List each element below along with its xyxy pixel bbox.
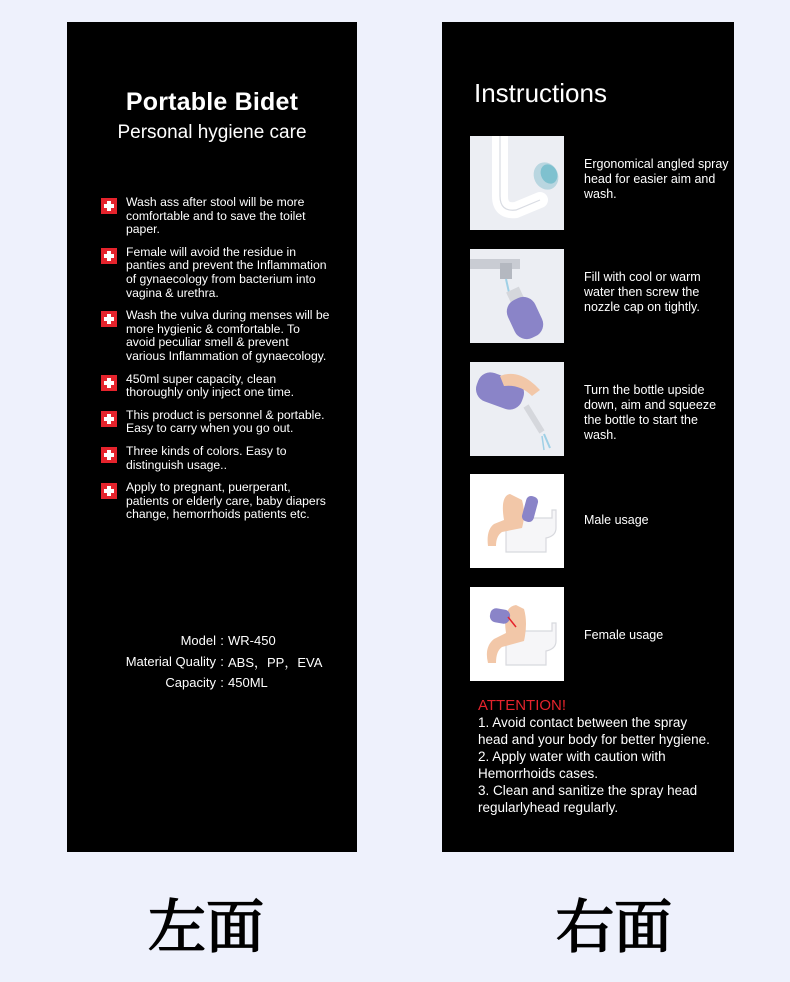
feature-item — [101, 481, 331, 522]
feature-item — [101, 409, 331, 436]
attention-title: ATTENTION! — [478, 697, 567, 714]
feature-text: Wash the vulva during menses will be more hygienic & comfortable. To avoid peculiar smell & prevent various Inflammation of gynaecology. — [126, 308, 330, 363]
feature-text: Female will avoid the residue in panties and prevent the Inflammation of gynaecology from bacterium into vagina & urethra. — [126, 244, 327, 300]
right-panel — [442, 22, 734, 852]
instruction-step — [470, 362, 730, 458]
red-cross-icon — [101, 198, 117, 214]
instructions-title: Instructions — [474, 78, 607, 108]
left-panel — [67, 22, 357, 852]
attention-block — [478, 697, 718, 816]
red-cross-icon — [101, 248, 117, 264]
feature-text: Wash ass after stool will be more comfortable and to save the toilet paper. — [126, 195, 306, 237]
squeeze-bottle-icon — [470, 362, 564, 456]
step-text: Female usage — [584, 628, 664, 642]
product-subtitle: Personal hygiene care — [117, 122, 307, 143]
feature-text: Three kinds of colors. Easy to distinguish usage.. — [126, 443, 287, 472]
feature-item — [101, 196, 331, 237]
instruction-step — [470, 249, 730, 345]
spec-table — [67, 630, 357, 693]
step-text: Turn the bottle upside down, aim and squeeze the bottle to start the wash. — [584, 383, 717, 442]
spec-label: Capacity — [165, 675, 216, 690]
step-text: Ergonomical angled spray head for easier aim and wash. — [584, 157, 729, 201]
caption-right-side: 右面 — [556, 893, 673, 961]
feature-item — [101, 445, 331, 472]
red-cross-icon — [101, 411, 117, 427]
attention-item: 2. Apply water with caution with Hemorrhoids cases. — [478, 749, 666, 781]
red-cross-icon — [101, 311, 117, 327]
feature-text: 450ml super capacity, clean thoroughly only inject one time. — [126, 371, 295, 400]
male-usage-icon — [470, 474, 564, 568]
spec-label: Model — [180, 633, 216, 648]
red-cross-icon — [101, 483, 117, 499]
spec-value: ABS，PP，EVA — [228, 655, 323, 670]
instruction-step — [470, 474, 730, 570]
attention-item: 3. Clean and sanitize the spray head regularlyhead regularly. — [478, 783, 698, 815]
step-text: Male usage — [584, 513, 649, 527]
spec-separator: : — [220, 633, 224, 648]
spec-row-material — [67, 651, 357, 672]
product-title: Portable Bidet — [125, 88, 299, 116]
female-usage-icon — [470, 587, 564, 681]
feature-text: Apply to pregnant, puerperant, patients or elderly care, baby diapers change, hemorrhoids patients etc. — [126, 480, 326, 522]
spec-label: Material Quality — [125, 654, 216, 669]
instruction-step — [470, 587, 730, 683]
spray-head-icon — [470, 136, 564, 230]
instruction-step — [470, 136, 730, 232]
spec-value: 450ML — [228, 675, 268, 690]
fill-water-icon — [470, 249, 564, 343]
red-cross-icon — [101, 375, 117, 391]
spec-row-capacity — [67, 672, 357, 693]
red-cross-icon — [101, 447, 117, 463]
feature-list — [101, 196, 331, 531]
spec-row-model — [67, 630, 357, 651]
feature-item — [101, 246, 331, 300]
spec-separator: : — [220, 675, 224, 690]
feature-text: This product is personnel & portable. Easy to carry when you go out. — [126, 407, 325, 436]
feature-item — [101, 373, 331, 400]
step-text: Fill with cool or warm water then screw the nozzle cap on tightly. — [584, 270, 701, 314]
spec-value: WR-450 — [228, 633, 276, 648]
feature-item — [101, 309, 331, 363]
attention-item: 1. Avoid contact between the spray head and your body for better hygiene. — [478, 715, 710, 747]
spec-separator: : — [220, 654, 224, 669]
caption-left-side: 左面 — [148, 893, 265, 961]
